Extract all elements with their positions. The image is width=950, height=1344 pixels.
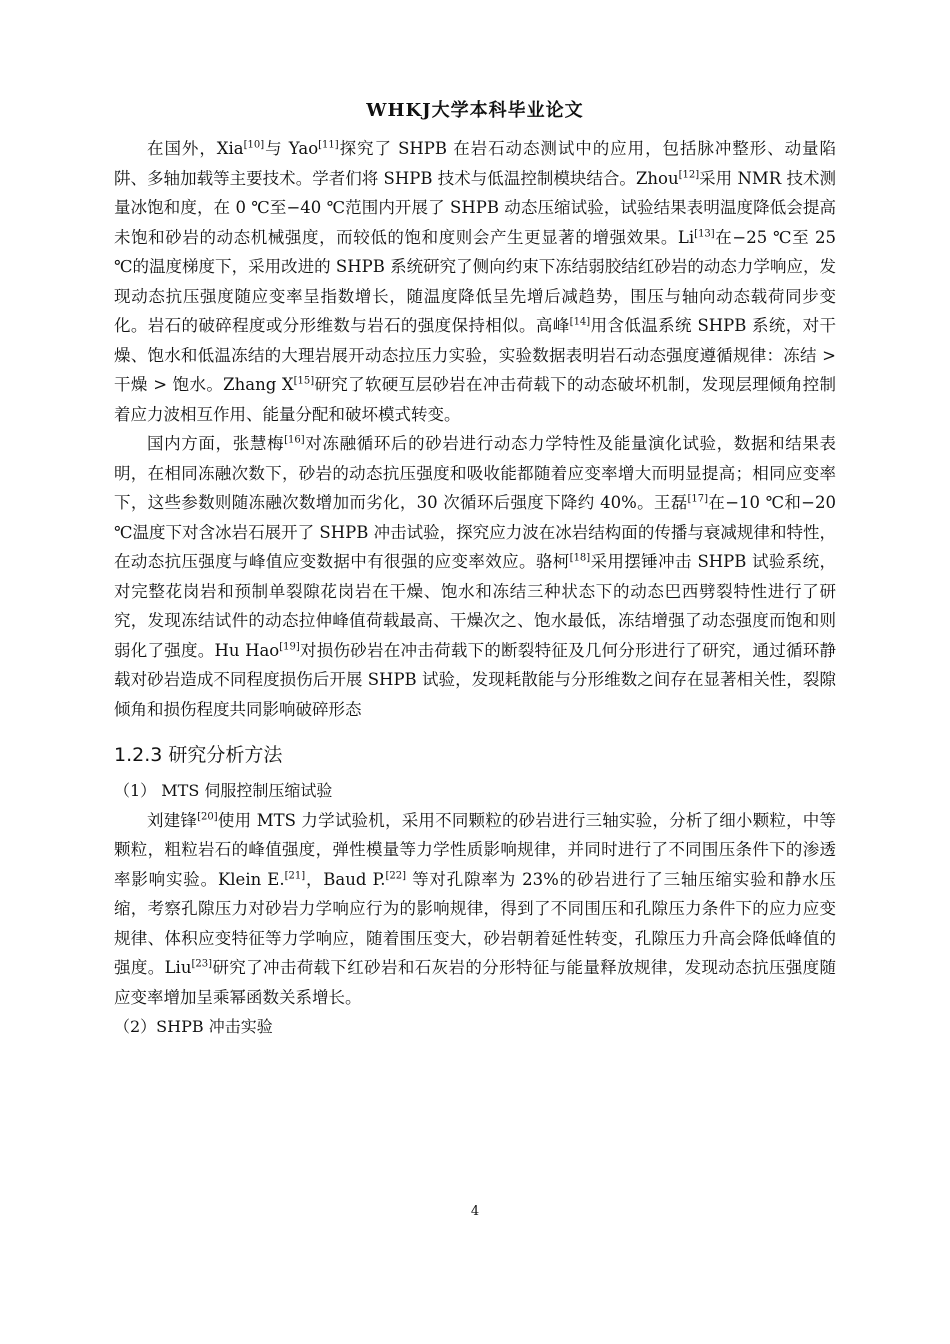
citation-ref: [15] bbox=[293, 375, 315, 387]
citation-ref: [17] bbox=[687, 493, 709, 505]
citation-ref: [18] bbox=[569, 552, 591, 564]
section-heading: 1.2.3 研究分析方法 bbox=[114, 744, 283, 766]
citation-ref: [21] bbox=[284, 870, 306, 881]
citation-ref: [14] bbox=[569, 316, 591, 328]
paragraph-domestic-research: 国内方面，张慧梅[16]对冻融循环后的砂岩进行动态力学特性及能量演化试验，数据和结果表明，在相同冻融次数下，砂岩的动态抗压强度和吸收能都随着应变率增大而明显提高；相同应变率下，这些参数则随冻融次数增加而劣化，30 次循环后强度下降约 40%。王磊[17]在−10 ℃和−20 ℃温度下对含冰岩石展开了 SHPB 冲击试验，探究应力波在冰岩结构面的传播与衰减规律和特性，在动态抗压强度与峰值应变数据中有很强的应变率效应。骆柯[18]采用摆锤冲击 SHPB 试验系统，对完整花岗岩和预制单裂隙花岗岩在干燥、饱水和冻结三种状态下的动态巴西劈裂特性进行了研究，发现冻结试件的动态拉伸峰值荷载最高、干燥次之、饱水最低，冻结增强了动态强度而饱和则弱化了强度。Hu Hao[19]对损伤砂岩在冲击荷载下的断裂特征及几何分形进行了研究，通过循环静载对砂岩造成不同程度损伤后开展 SHPB 试验，发现耗散能与分形维数之间存在显著相关性，裂隙倾角和损伤程度共同影响破碎形态 bbox=[114, 434, 837, 719]
document-body bbox=[114, 134, 836, 1042]
citation-ref: [19] bbox=[279, 641, 300, 652]
citation-ref: [22] bbox=[385, 870, 407, 881]
paragraph-foreign-research: 在国外，Xia[10]与 Yao[11]探究了 SHPB 在岩石动态测试中的应用，包括脉冲整形、动量陷阱、多轴加载等主要技术。学者们将 SHPB 技术与低温控制模块结合。Zhou[12]采用 NMR 技术测量冰饱和度，在 0 ℃至−40 ℃范围内开展了 SHPB 动态压缩试验，试验结果表明温度降低会提高未饱和砂岩的动态机械强度，而较低的饱和度则会产生更显著的增强效果。Li[13]在−25 ℃至 25 ℃的温度梯度下，采用改进的 SHPB 系统研究了侧向约束下冻结弱胶结红砂岩的动态力学响应，发现动态抗压强度随应变率呈指数增长，随温度降低呈先增后减趋势，围压与轴向动态载荷同步变化。岩石的破碎程度或分形维数与岩石的强度保持相似。高峰[14]用含低温系统 SHPB 系统，对干燥、饱水和低温冻结的大理岩展开动态拉压力实验，实验数据表明岩石动态强度遵循规律：冻结 > 干燥 > 饱水。Zhang X[15]研究了软硬互层砂岩在冲击荷载下的动态破坏机制，发现层理倾角控制着应力波相互作用、能量分配和破坏模式转变。 bbox=[114, 139, 837, 424]
citation-ref: [12] bbox=[678, 169, 700, 180]
subsection-heading-mts: （1） MTS 伺服控制压缩试验 bbox=[114, 781, 333, 800]
citation-ref: [20] bbox=[197, 811, 218, 822]
citation-ref: [23] bbox=[191, 958, 212, 970]
paragraph-mts-research: 刘建锋[20]使用 MTS 力学试验机，采用不同颗粒的砂岩进行三轴实验，分析了细小颗粒，中等颗粒，粗粒岩石的峰值强度，弹性模量等力学性质影响规律，并同时进行了不同围压条件下的渗透率影响实验。Klein E.[21]，Baud P.[22] 等对孔隙率为 23%的砂岩进行了三轴压缩实验和静水压缩，考察孔隙压力对砂岩力学响应行为的影响规律，得到了不同围压和孔隙压力条件下的应力应变规律、体积应变特征等力学响应，随着围压变大，砂岩朝着延性转变，孔隙压力升高会降低峰值的强度。Liu[23]研究了冲击荷载下红砂岩和石灰岩的分形特征与能量释放规律，发现动态抗压强度随应变率增加呈乘幂函数关系增长。 bbox=[114, 810, 836, 1007]
citation-ref: [13] bbox=[694, 228, 715, 239]
citation-ref: [16] bbox=[284, 434, 305, 446]
page-header-title: WHKJ大学本科毕业论文 bbox=[366, 100, 584, 121]
citation-ref: [10] bbox=[243, 139, 265, 151]
page-number: 4 bbox=[470, 1204, 480, 1219]
subsection-heading-shpb: （2）SHPB 冲击实验 bbox=[114, 1017, 273, 1036]
citation-ref: [11] bbox=[318, 139, 339, 151]
